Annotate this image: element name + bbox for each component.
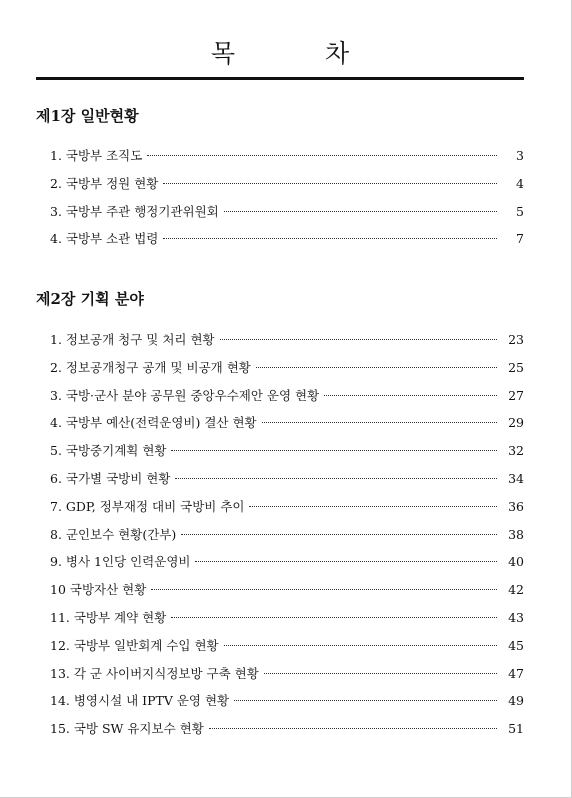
toc-item-page: 34 [508, 470, 524, 486]
toc-item-page: 38 [508, 526, 524, 542]
toc-item[interactable] [36, 525, 524, 553]
toc-item[interactable] [36, 664, 524, 692]
toc-item-page: 27 [508, 387, 524, 403]
toc-item-label: 12. 국방부 일반회계 수입 현황 [50, 637, 219, 653]
chapter-1-heading: 제1장 일반현황 [36, 107, 139, 125]
dot-leader [224, 211, 497, 212]
toc-item-label: 7. GDP, 정부재정 대비 국방비 추이 [50, 498, 245, 514]
toc-item-label: 4. 국방부 소관 법령 [50, 231, 159, 247]
toc-item[interactable] [36, 552, 524, 580]
toc-item-label: 9. 병사 1인당 인력운영비 [50, 554, 191, 570]
toc-item-page: 36 [508, 498, 524, 514]
dot-leader [181, 534, 497, 535]
toc-item-page: 3 [516, 148, 524, 163]
dot-leader [151, 589, 497, 590]
toc-item-page: 5 [516, 203, 524, 219]
dot-leader [195, 561, 497, 562]
toc-item[interactable] [36, 497, 524, 525]
dot-leader [224, 645, 497, 646]
dot-leader [220, 339, 497, 340]
toc-item[interactable] [36, 469, 524, 497]
dot-leader [249, 506, 497, 507]
toc-item-page: 29 [508, 415, 524, 431]
toc-item-label: 3. 국방부 주관 행정기관위원회 [50, 203, 219, 219]
toc-item[interactable] [36, 608, 524, 636]
dot-leader [163, 238, 497, 239]
dot-leader [256, 367, 497, 368]
toc-title-char-2: 차 [325, 39, 350, 68]
toc-item[interactable] [36, 441, 524, 469]
title-divider [36, 77, 524, 80]
dot-leader [175, 478, 497, 479]
toc-item[interactable] [36, 691, 524, 719]
toc-item-page: 51 [508, 721, 524, 737]
toc-item-label: 5. 국방중기계획 현황 [50, 443, 167, 459]
toc-item-label: 2. 국방부 정원 현황 [50, 175, 159, 191]
toc-item[interactable] [36, 580, 524, 608]
toc-item-label: 13. 각 군 사이버지식정보방 구축 현황 [50, 665, 259, 681]
dot-leader [147, 155, 497, 156]
dot-leader [163, 183, 497, 184]
dot-leader [264, 673, 497, 674]
chapter-1-list [36, 146, 524, 257]
dot-leader [171, 450, 497, 451]
dot-leader [171, 617, 497, 618]
toc-item-label: 4. 국방부 예산(전력운영비) 결산 현황 [50, 415, 257, 431]
toc-item-page: 43 [508, 609, 524, 625]
toc-item-label: 10 국방자산 현황 [50, 582, 147, 598]
toc-item-page: 32 [508, 443, 524, 459]
toc-item-page: 49 [508, 693, 524, 709]
toc-item-page: 25 [508, 359, 524, 375]
chapter-2-heading: 제2장 기획 분야 [36, 290, 144, 308]
toc-title-char-1: 목 [210, 39, 235, 68]
toc-item-page: 23 [508, 332, 524, 347]
toc-item-label: 2. 정보공개청구 공개 및 비공개 현황 [50, 359, 251, 375]
toc-item-label: 11. 국방부 계약 현황 [50, 609, 167, 625]
toc-item-page: 45 [508, 637, 524, 653]
toc-item[interactable] [36, 386, 524, 414]
toc-item[interactable] [36, 358, 524, 386]
toc-item[interactable] [36, 636, 524, 664]
toc-item-page: 40 [508, 554, 524, 570]
toc-item-label: 8. 군인보수 현황(간부) [50, 526, 177, 542]
toc-item-page: 4 [516, 175, 524, 191]
toc-item[interactable] [36, 202, 524, 230]
chapter-1 [36, 106, 524, 257]
toc-item-page: 7 [516, 231, 524, 247]
toc-item[interactable] [36, 174, 524, 202]
dot-leader [234, 700, 497, 701]
toc-item-label: 1. 국방부 조직도 [50, 148, 143, 163]
toc-item[interactable] [36, 413, 524, 441]
toc-item-label: 3. 국방·군사 분야 공무원 중앙우수제안 운영 현황 [50, 387, 320, 403]
toc-item-label: 1. 정보공개 청구 및 처리 현황 [50, 332, 215, 347]
dot-leader [209, 728, 497, 729]
toc-item[interactable] [36, 330, 524, 358]
toc-title [36, 34, 524, 70]
chapter-2-list [36, 330, 524, 747]
dot-leader [262, 422, 497, 423]
toc-item[interactable] [36, 719, 524, 747]
chapter-2 [36, 289, 524, 747]
toc-item-page: 42 [508, 582, 524, 598]
toc-item-page: 47 [508, 665, 524, 681]
toc-item[interactable] [36, 146, 524, 174]
toc-item[interactable] [36, 229, 524, 257]
dot-leader [324, 395, 497, 396]
toc-item-label: 6. 국가별 국방비 현황 [50, 470, 171, 486]
toc-item-label: 14. 병영시설 내 IPTV 운영 현황 [50, 693, 230, 709]
toc-item-label: 15. 국방 SW 유지보수 현황 [50, 721, 204, 737]
